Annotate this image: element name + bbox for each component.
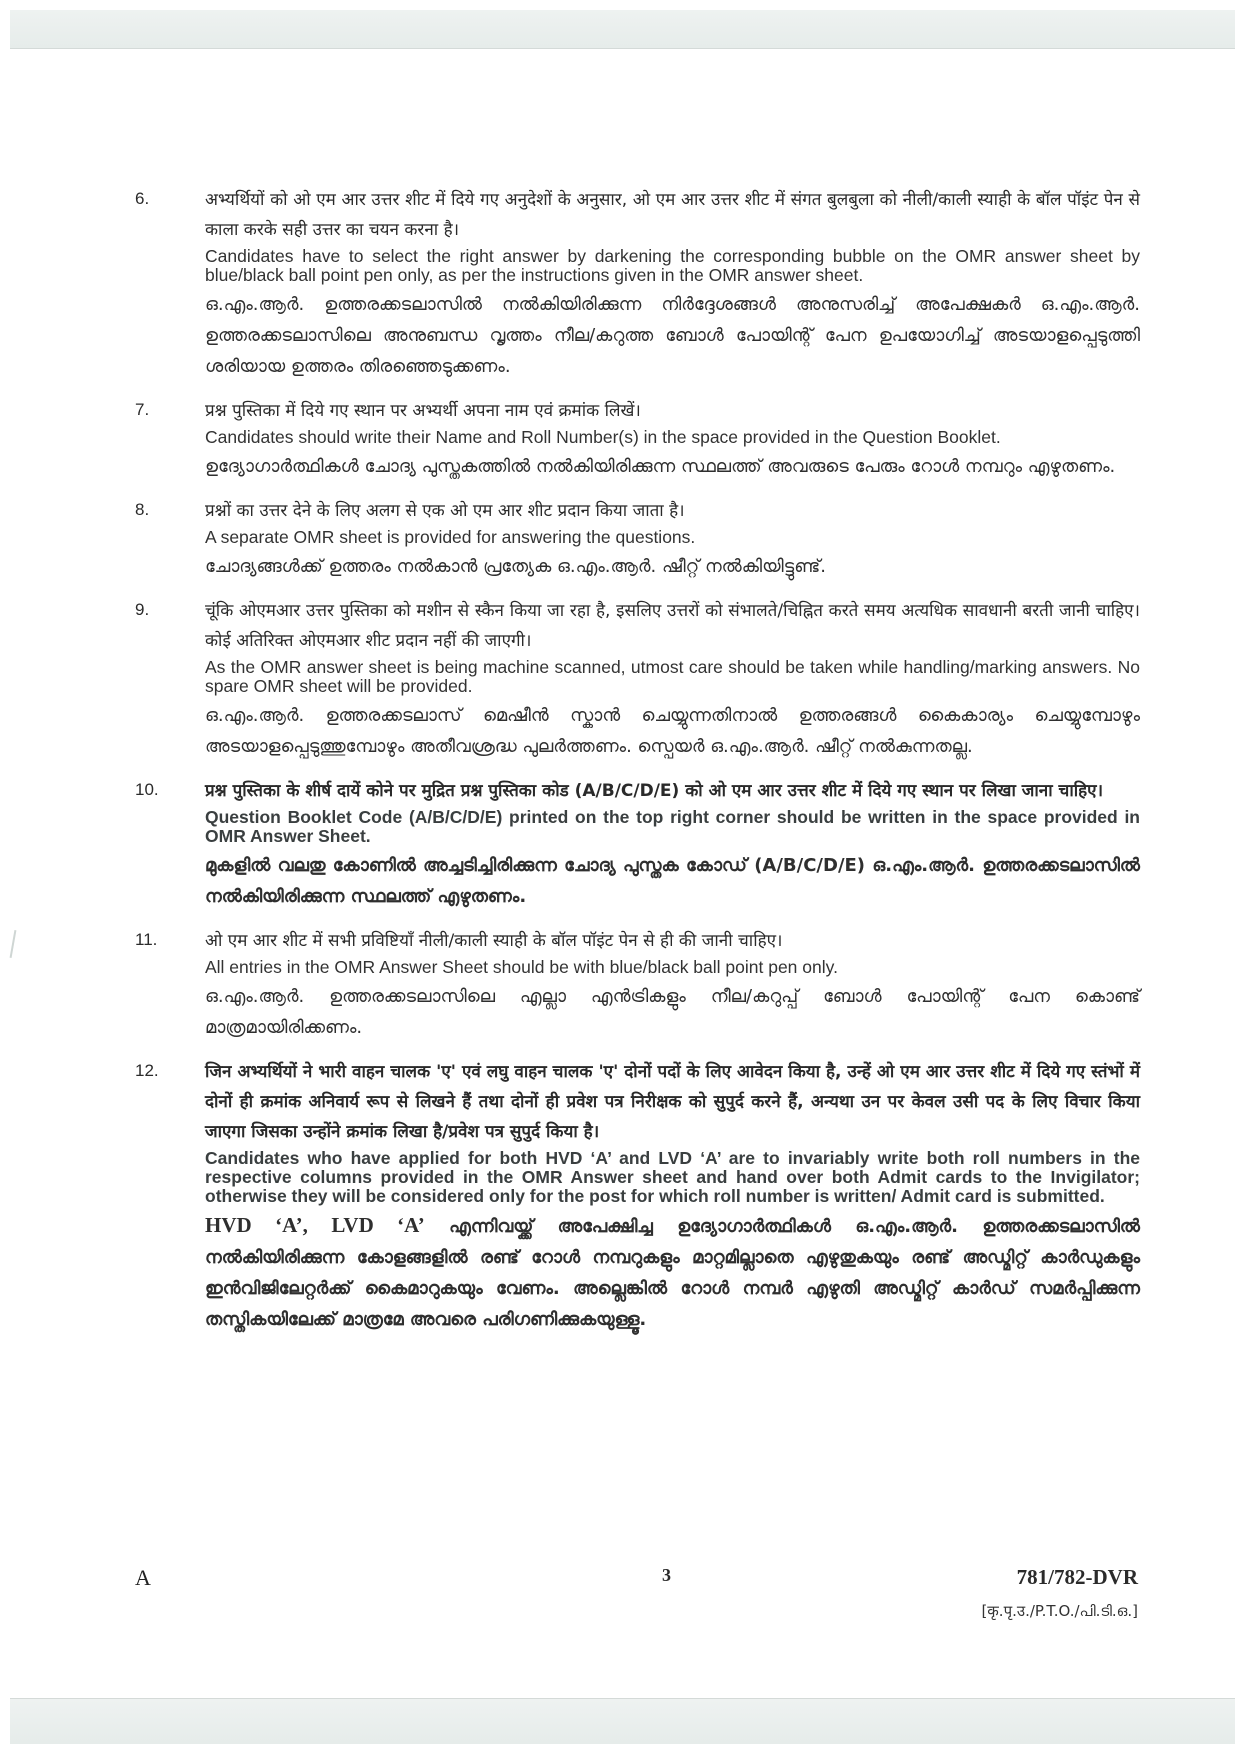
malayalam-text: ഉദ്യോഗാർത്ഥികൾ ചോദ്യ പുസ്തകത്തിൽ നൽകിയിരിക്കുന്ന സ്ഥലത്ത് അവരുടെ പേരും റോൾ നമ്പറും എഴുതണം. — [205, 456, 1116, 477]
english-text: A separate OMR sheet is provided for answering the questions. — [205, 527, 696, 547]
malayalam-text: ഒ.എം.ആർ. ഉത്തരക്കടലാസിലെ എല്ലാ എൻട്രികളും നീല/കറുപ്പ് ബോൾ പോയിന്റ് പേന കൊണ്ട് മാത്രമായിരിക്കണം. — [205, 986, 1140, 1038]
instruction-item-8 — [135, 496, 1140, 582]
paper-code: 781/782-DVR — [1016, 1565, 1138, 1589]
malayalam-text: ഒ.എം.ആർ. ഉത്തരക്കടലാസ് മെഷീൻ സ്കാൻ ചെയ്യുന്നതിനാൽ ഉത്തരങ്ങൾ കൈകാര്യം ചെയ്യുമ്പോഴും അടയാളപ്പെടുത്തുമ്പോഴും അതീവശ്രദ്ധ പുലർത്തണം. സ്പെയർ ഒ.എം.ആർ. ഷീറ്റ് നൽകുന്നതല്ല. — [205, 705, 1140, 757]
item-number: 6. — [135, 189, 150, 208]
instruction-item-9 — [135, 596, 1140, 762]
instruction-item-12 — [135, 1057, 1140, 1335]
malayalam-text: ചോദ്യങ്ങൾക്ക് ഉത്തരം നൽകാൻ പ്രത്യേക ഒ.എം.ആർ. ഷീറ്റ് നൽകിയിട്ടുണ്ട്. — [205, 556, 826, 577]
malayalam-body: എന്നിവയ്ക്ക് അപേക്ഷിച്ച ഉദ്യോഗാർത്ഥികൾ ഒ.എം.ആർ. ഉത്തരക്കടലാസിൽ നൽകിയിരിക്കുന്ന കോളങ്ങളിൽ രണ്ട് റോൾ നമ്പറുകളും മാറ്റമില്ലാതെ എഴുതുകയും രണ്ട് അഡ്മിറ്റ് കാർഡുകളും ഇൻവിജിലേറ്റർക്ക് കൈമാറുകയും വേണം. അല്ലെങ്കിൽ റോൾ നമ്പർ എഴുതി അഡ്മിറ്റ് കാർഡ് സമർപ്പിക്കുന്ന തസ്തികയിലേക്ക് മാത്രമേ അവരെ പരിഗണിക്കുകയുള്ളൂ. — [205, 1216, 1140, 1330]
english-text: All entries in the OMR Answer Sheet should be with blue/black ball point pen only. — [205, 957, 838, 977]
booklet-set-code: A — [135, 1565, 151, 1590]
english-text: As the OMR answer sheet is being machine scanned, utmost care should be taken while handling/marking answers. No spare OMR sheet will be provided. — [205, 657, 1140, 696]
instructions-list — [135, 185, 1140, 1349]
hindi-text: प्रश्न पुस्तिका में दिये गए स्थान पर अभ्यर्थी अपना नाम एवं क्रमांक लिखें। — [205, 401, 641, 421]
please-turn-over: [कृ.पृ.उ./P.T.O./പി.ടി.ഒ.] — [981, 1602, 1138, 1620]
malayalam-text — [205, 1210, 1140, 1335]
hindi-text: प्रश्नों का उत्तर देने के लिए अलग से एक ओ एम आर शीट प्रदान किया जाता है। — [205, 501, 685, 521]
malayalam-prefix: HVD ‘A’, LVD ‘A’ — [205, 1213, 425, 1237]
item-number: 8. — [135, 500, 150, 519]
instruction-item-10 — [135, 776, 1140, 912]
hindi-text: जिन अभ्यर्थियों ने भारी वाहन चालक 'ए' एवं लघु वाहन चालक 'ए' दोनों पदों के लिए आवेदन किया है, उन्हें ओ एम आर उत्तर शीट में दिये गए स्तंभों में दोनों ही क्रमांक अनिवार्य रूप से लिखने हैं तथा दोनों ही प्रवेश पत्र निरीक्षक को सुपुर्द करने हैं, अन्यथा उन पर केवल उसी पद के लिए विचार किया जाएगा जिसका उन्होंने क्रमांक लिखा है/प्रवेश पत्र सुपुर्द किया है। — [205, 1062, 1140, 1142]
page-number: 3 — [662, 1565, 671, 1585]
english-text: Candidates have to select the right answer by darkening the corresponding bubble on the OMR answer sheet by blue/black ball point pen only, as per the instructions given in the OMR answer sheet. — [205, 246, 1140, 285]
item-number: 12. — [135, 1061, 159, 1080]
item-number: 9. — [135, 600, 150, 619]
english-text: Candidates should write their Name and Roll Number(s) in the space provided in the Question Booklet. — [205, 427, 1001, 447]
malayalam-text: ഒ.എം.ആർ. ഉത്തരക്കടലാസിൽ നൽകിയിരിക്കുന്ന നിർദ്ദേശങ്ങൾ അനുസരിച്ച് അപേക്ഷകർ ഒ.എം.ആർ. ഉത്തരക്കടലാസിലെ അനുബന്ധ വൃത്തം നീല/കറുത്ത ബോൾ പോയിന്റ് പേന ഉപയോഗിച്ച് അടയാളപ്പെടുത്തി ശരിയായ ഉത്തരം തിരഞ്ഞെടുക്കണം. — [205, 294, 1140, 377]
scan-edge-top — [10, 10, 1235, 49]
english-text: Question Booklet Code (A/B/C/D/E) printed on the top right corner should be written in the space provided in OMR Answer Sheet. — [205, 807, 1140, 846]
item-number: 7. — [135, 400, 150, 419]
hindi-text: चूंकि ओएमआर उत्तर पुस्तिका को मशीन से स्कैन किया जा रहा है, इसलिए उत्तरों को संभालते/चिह्नित करते समय अत्यधिक सावधानी बरती जानी चाहिए। कोई अतिरिक्त ओएमआर शीट प्रदान नहीं की जाएगी। — [205, 601, 1140, 651]
hindi-text: प्रश्न पुस्तिका के शीर्ष दायें कोने पर मुद्रित प्रश्न पुस्तिका कोड (A/B/C/D/E) को ओ एम आर उत्तर शीट में दिये गए स्थान पर लिखा जाना चाहिए। — [205, 781, 1104, 801]
instruction-item-6 — [135, 185, 1140, 382]
instruction-item-11 — [135, 926, 1140, 1043]
page-footer — [135, 1565, 1140, 1635]
malayalam-text: മുകളിൽ വലതു കോണിൽ അച്ചടിച്ചിരിക്കുന്ന ചോദ്യ പുസ്തക കോഡ് (A/B/C/D/E) ഒ.എം.ആർ. ഉത്തരക്കടലാസിൽ നൽകിയിരിക്കുന്ന സ്ഥലത്ത് എഴുതണം. — [205, 855, 1140, 907]
scan-margin-mark — [10, 930, 17, 958]
item-number: 11. — [135, 930, 158, 949]
item-number: 10. — [135, 780, 159, 799]
scan-edge-bottom — [10, 1698, 1235, 1744]
instruction-item-7 — [135, 396, 1140, 482]
english-text: Candidates who have applied for both HVD ‘A’ and LVD ‘A’ are to invariably write both roll numbers in the respective columns provided in the OMR Answer sheet and hand over both Admit cards to the Invigilator; otherwise they will be considered only for the post for which roll number is written/ Admit card is submitted. — [205, 1148, 1140, 1206]
hindi-text: अभ्यर्थियों को ओ एम आर उत्तर शीट में दिये गए अनुदेशों के अनुसार, ओ एम आर उत्तर शीट में संगत बुलबुला को नीली/काली स्याही के बॉल पॉइंट पेन से काला करके सही उत्तर का चयन करना है। — [205, 190, 1140, 240]
hindi-text: ओ एम आर शीट में सभी प्रविष्टियाँ नीली/काली स्याही के बॉल पॉइंट पेन से ही की जानी चाहिए। — [205, 931, 783, 951]
